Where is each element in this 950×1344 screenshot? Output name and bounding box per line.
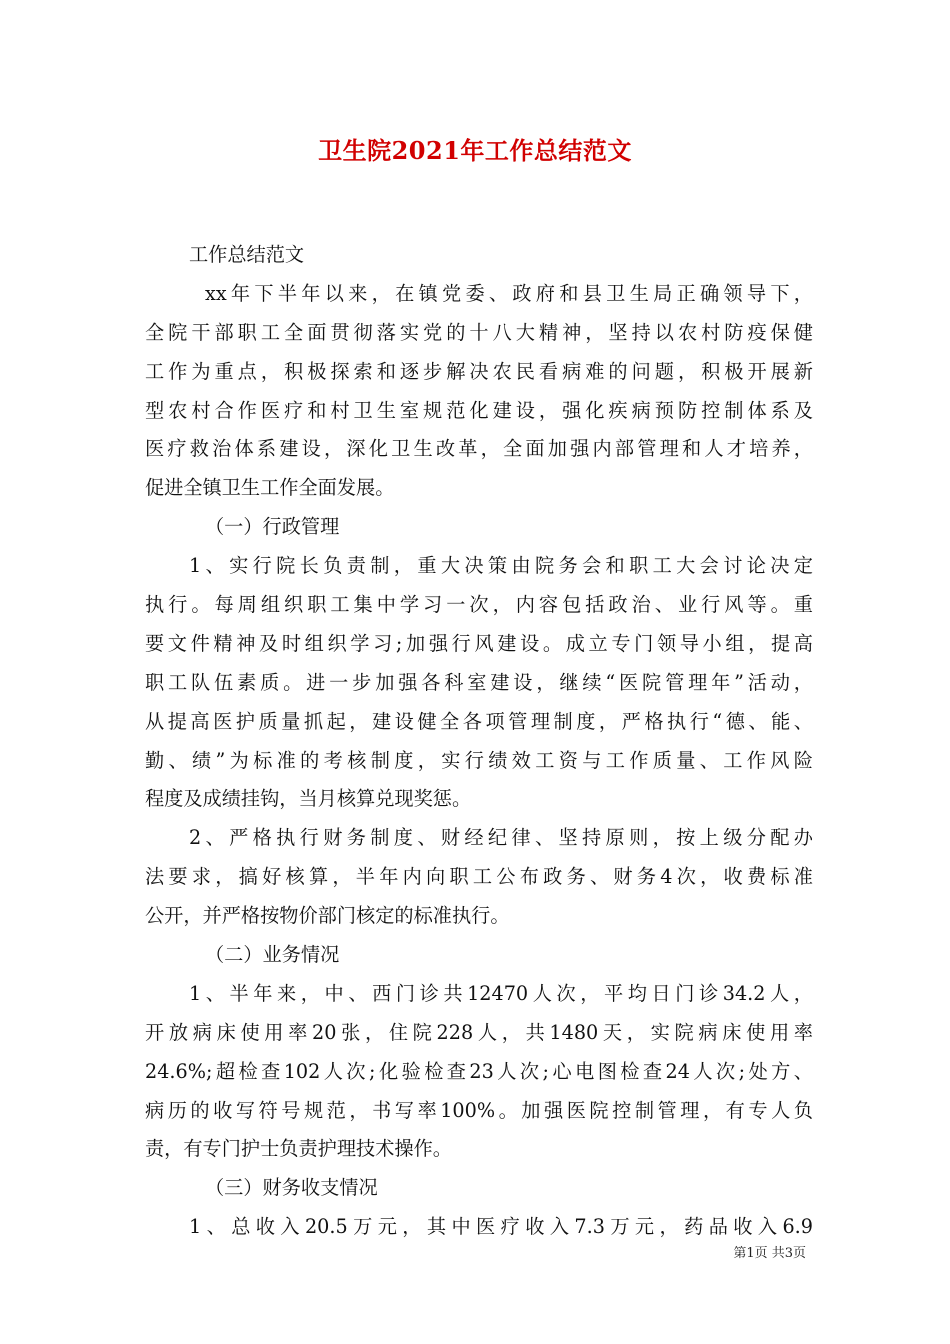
text-line: 医疗救治体系建设，深化卫生改革，全面加强内部管理和人才培养，: [145, 437, 813, 461]
document-body: [145, 236, 813, 1247]
text-line: 1、半年来，中、西门诊共12470人次，平均日门诊34.2人，: [189, 981, 813, 1005]
text-line: 从提高医护质量抓起，建设健全各项管理制度，严格执行“德、能、: [145, 709, 813, 733]
text-line: 勤、绩”为标准的考核制度，实行绩效工资与工作质量、工作风险: [145, 748, 813, 772]
text-line: 责，有专门护士负责护理技术操作。: [145, 1137, 452, 1161]
text-line: 促进全镇卫生工作全面发展。: [145, 476, 395, 500]
section-heading: （一）行政管理: [205, 515, 340, 539]
document-title: 卫生院2021年工作总结范文: [318, 136, 632, 165]
text-line: 工作为重点，积极探索和逐步解决农民看病难的问题，积极开展新: [145, 359, 813, 383]
text-line: 开放病床使用率20张，住院228人，共1480天，实院病床使用率: [145, 1020, 813, 1044]
text-line: 2、严格执行财务制度、财经纪律、坚持原则，按上级分配办: [189, 826, 813, 850]
text-line: 型农村合作医疗和村卫生室规范化建设，强化疾病预防控制体系及: [145, 398, 813, 422]
text-line: xx年下半年以来，在镇党委、政府和县卫生局正确领导下，: [205, 281, 813, 305]
text-line: 要文件精神及时组织学习;加强行风建设。成立专门领导小组，提高: [145, 631, 813, 655]
text-line: 公开，并严格按物价部门核定的标准执行。: [145, 904, 510, 928]
text-line: 全院干部职工全面贯彻落实党的十八大精神，坚持以农村防疫保健: [145, 320, 813, 344]
text-line: 工作总结范文: [189, 243, 305, 266]
text-line: 1、实行院长负责制，重大决策由院务会和职工大会讨论决定: [189, 554, 813, 578]
text-line: 24.6%;超检查102人次;化验检查23人次;心电图检查24人次;处方、: [145, 1059, 813, 1083]
section-heading: （三）财务收支情况: [205, 1176, 378, 1200]
text-line: 法要求，搞好核算，半年内向职工公布政务、财务4次，收费标准: [145, 865, 813, 889]
text-line: 程度及成绩挂钩，当月核算兑现奖惩。: [145, 787, 472, 811]
text-line: 1、总收入20.5万元，其中医疗收入7.3万元，药品收入6.9: [189, 1215, 813, 1239]
text-line: 病历的收写符号规范，书写率100%。加强医院控制管理，有专人负: [145, 1098, 813, 1122]
page-number: 第1页 共3页: [733, 1246, 806, 1261]
section-heading: （二）业务情况: [205, 943, 340, 967]
text-line: 执行。每周组织职工集中学习一次，内容包括政治、业行风等。重: [145, 593, 813, 617]
text-line: 职工队伍素质。进一步加强各科室建设，继续“医院管理年”活动，: [145, 670, 813, 694]
